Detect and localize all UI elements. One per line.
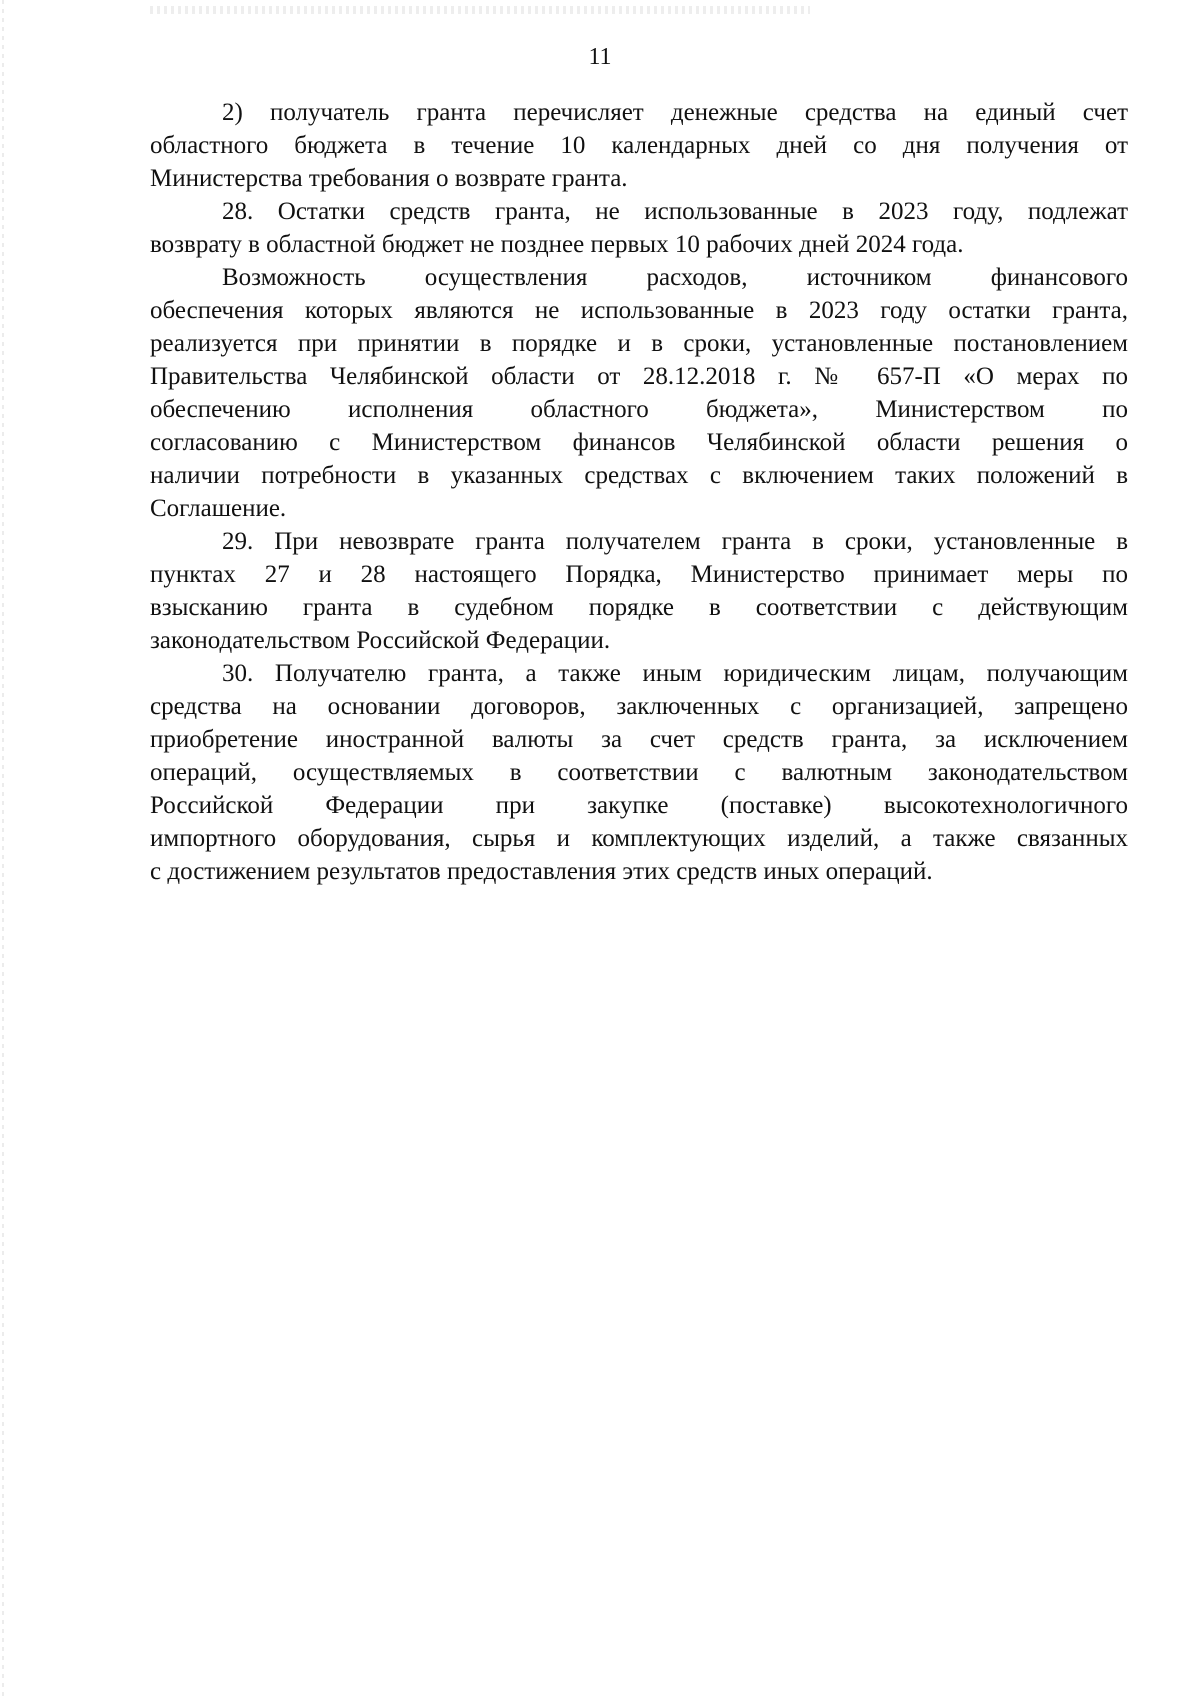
text-line: 2) получатель гранта перечисляет денежные средства на единый счет [222,99,1128,126]
text-line: наличии потребности в указанных средствах с включением таких положений в [150,462,1128,489]
document-body [150,96,1128,888]
text-line: 29. При невозврате гранта получателем гранта в сроки, установленные в [222,528,1128,555]
text-line: пунктах 27 и 28 настоящего Порядка, Министерство принимает меры по [150,561,1128,588]
text-line: 28. Остатки средств гранта, не использованные в 2023 году, подлежат [222,198,1128,225]
text-line: средства на основании договоров, заключенных с организацией, запрещено [150,693,1128,720]
scan-artifact-left [2,0,4,1698]
text-line: Министерства требования о возврате гранта. [150,165,628,192]
text-line: импортного оборудования, сырья и комплектующих изделий, а также связанных [150,825,1128,852]
text-line: областного бюджета в течение 10 календарных дней со дня получения от [150,132,1128,159]
text-line: Российской Федерации при закупке (поставке) высокотехнологичного [150,792,1128,819]
text-line: Соглашение. [150,495,287,522]
text-line: согласованию с Министерством финансов Челябинской области решения о [150,429,1128,456]
scan-artifact-top [150,6,810,14]
text-line: операций, осуществляемых в соответствии с валютным законодательством [150,759,1128,786]
text-line: 30. Получателю гранта, а также иным юридическим лицам, получающим [222,660,1128,687]
text-line: реализуется при принятии в порядке и в сроки, установленные постановлением [150,330,1128,357]
page-number: 11 [588,44,612,70]
text-line: Правительства Челябинской области от 28.12.2018 г. № 657-П «О мерах по [150,363,1128,390]
text-line: приобретение иностранной валюты за счет средств гранта, за исключением [150,726,1128,753]
text-line: возврату в областной бюджет не позднее первых 10 рабочих дней 2024 года. [150,231,964,258]
text-line: обеспечения которых являются не использованные в 2023 году остатки гранта, [150,297,1128,324]
text-line: взысканию гранта в судебном порядке в соответствии с действующим [150,594,1128,621]
text-line: законодательством Российской Федерации. [150,627,611,654]
text-line: Возможность осуществления расходов, источником финансового [222,264,1128,291]
text-line: обеспечению исполнения областного бюджета», Министерством по [150,396,1128,423]
text-line: с достижением результатов предоставления этих средств иных операций. [150,858,933,885]
